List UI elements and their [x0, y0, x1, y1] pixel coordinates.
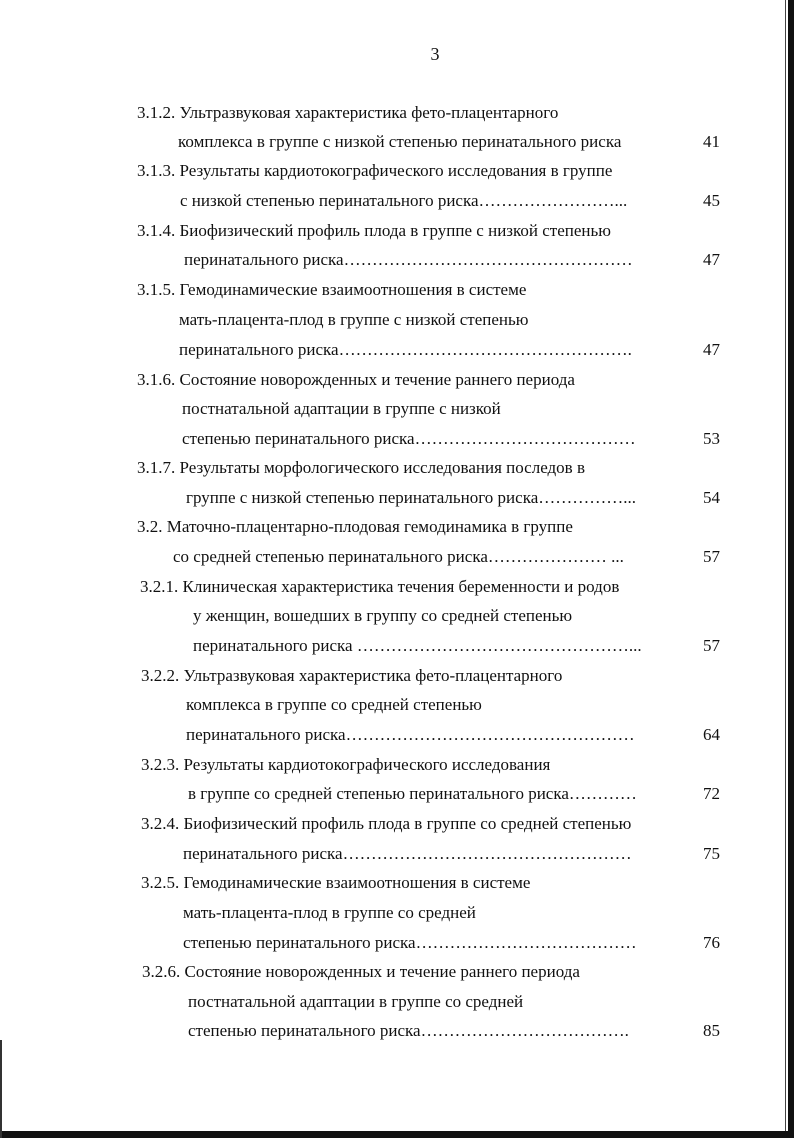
- toc-page-number: 57: [703, 636, 720, 655]
- toc-entry-line: перинатального риска …………………………………………...: [193, 636, 642, 655]
- toc-entry-line: 3.1.6. Состояние новорожденных и течение раннего периода: [137, 370, 575, 389]
- toc-entry-line: в группе со средней степенью перинатального риска…………: [188, 784, 637, 803]
- toc-entry-line: у женщин, вошедших в группу со средней степенью: [193, 606, 573, 625]
- toc-page-number: 85: [703, 1021, 720, 1040]
- toc-page-number: 75: [703, 844, 720, 863]
- toc-entry-line: комплекса в группе со средней степенью: [186, 695, 482, 714]
- toc-page-number: 47: [703, 340, 720, 359]
- scan-border-right-inner: [785, 0, 786, 1138]
- scan-border-left: [0, 1040, 2, 1138]
- toc-entry-line: 3.2.3. Результаты кардиотокографического исследования: [141, 755, 551, 774]
- toc-page-number: 57: [703, 547, 720, 566]
- toc-entry-line: мать-плацента-плод в группе со средней: [183, 903, 476, 922]
- toc-entry-line: перинатального риска…………………………………………….: [179, 340, 632, 359]
- toc-entry-line: 3.2.5. Гемодинамические взаимоотношения в системе: [141, 873, 531, 892]
- toc-entry-line: 3.1.3. Результаты кардиотокографического исследования в группе: [137, 161, 613, 180]
- toc-entry-line: 3.2.1. Клиническая характеристика течения беременности и родов: [140, 577, 620, 596]
- toc-entry-line: степенью перинатального риска…………………………………: [183, 933, 637, 952]
- toc-entry-line: 3.2. Маточно-плацентарно-плодовая гемодинамика в группе: [137, 517, 573, 536]
- toc-page-number: 54: [703, 488, 720, 507]
- toc-entry-line: степенью перинатального риска…………………………………: [182, 429, 636, 448]
- toc-entry-line: постнатальной адаптации в группе со средней: [188, 992, 524, 1011]
- toc-entry-line: группе с низкой степенью перинатального риска……………...: [186, 488, 637, 507]
- toc-entry-line: 3.1.5. Гемодинамические взаимоотношения в системе: [137, 280, 527, 299]
- toc-entry-line: 3.1.2. Ультразвуковая характеристика фето-плацентарного: [137, 103, 559, 122]
- toc-entry-line: степенью перинатального риска……………………………….: [188, 1021, 629, 1040]
- scan-border-right: [788, 0, 794, 1138]
- toc-entry-line: комплекса в группе с низкой степенью перинатального риска: [178, 132, 622, 151]
- toc-page-number: 64: [703, 725, 720, 744]
- toc-entry-line: 3.2.4. Биофизический профиль плода в группе со средней степенью: [141, 814, 632, 833]
- toc-entry-line: мать-плацента-плод в группе с низкой степенью: [179, 310, 529, 329]
- page-number: 3: [430, 44, 440, 64]
- toc-page-number: 47: [703, 250, 720, 269]
- toc-entry-line: 3.1.4. Биофизический профиль плода в группе с низкой степенью: [137, 221, 611, 240]
- toc-entry-line: перинатального риска……………………………………………: [186, 725, 635, 744]
- toc-entry-line: постнатальной адаптации в группе с низкой: [182, 399, 501, 418]
- toc-page-number: 45: [703, 191, 720, 210]
- toc-entry-line: со средней степенью перинатального риска………………… ...: [173, 547, 624, 566]
- toc-page-number: 53: [703, 429, 720, 448]
- toc-page-number: 76: [703, 933, 720, 952]
- toc-entry-line: перинатального риска……………………………………………: [183, 844, 632, 863]
- toc-entry-line: 3.1.7. Результаты морфологического исследования последов в: [137, 458, 585, 477]
- scan-border-bottom: [0, 1131, 794, 1138]
- toc-page-number: 41: [703, 132, 720, 151]
- toc-page-number: 72: [703, 784, 720, 803]
- toc-entry-line: с низкой степенью перинатального риска……………………...: [180, 191, 628, 210]
- toc-entry-line: 3.2.2. Ультразвуковая характеристика фето-плацентарного: [141, 666, 563, 685]
- toc-entry-line: перинатального риска……………………………………………: [184, 250, 633, 269]
- toc-entry-line: 3.2.6. Состояние новорожденных и течение раннего периода: [142, 962, 580, 981]
